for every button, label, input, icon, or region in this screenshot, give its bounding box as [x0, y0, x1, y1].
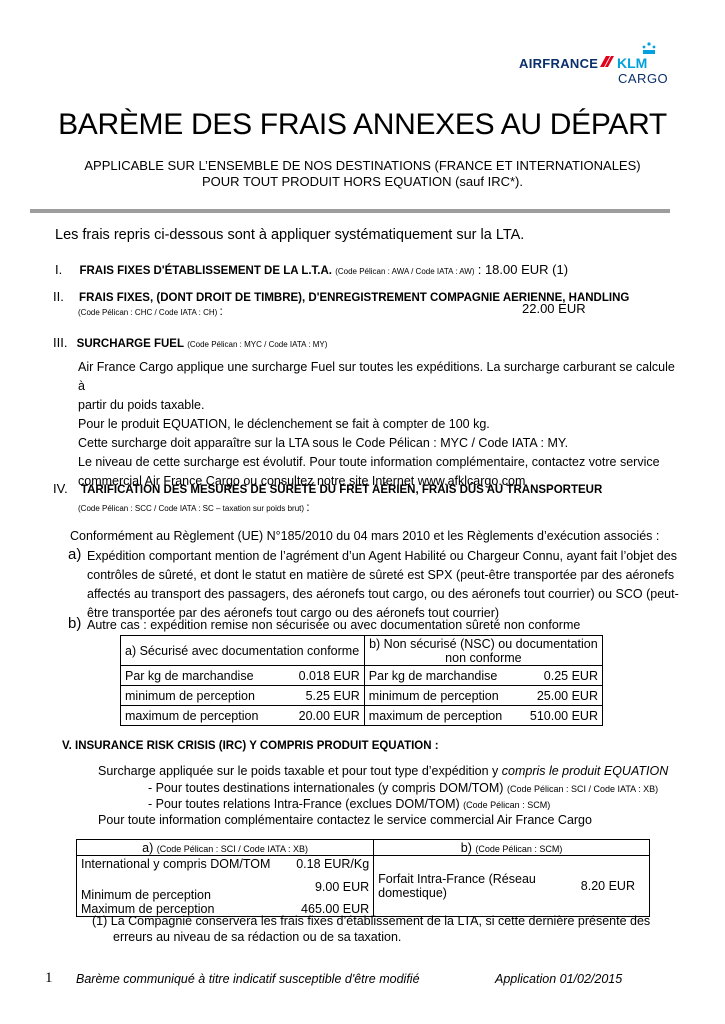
irc-line: Pour toute information complémentaire contactez le service commercial Air France Cargo [98, 813, 592, 827]
table-header [77, 840, 374, 856]
text-line: contrôles de sûreté, et dont le statut en matière de sûreté est SPX (peut-être transportée par des aéronefs [87, 568, 675, 582]
section-title: SURCHARGE FUEL [76, 338, 184, 350]
cell: Maximum de perception [77, 902, 288, 917]
label: a) [142, 840, 154, 855]
section-code-text: (Code Pélican : SCC / Code IATA : SC – taxation sur poids brut) [78, 504, 305, 513]
code: (Code Pélican : SCI / Code IATA : XB) [156, 843, 308, 854]
code: (Code Pélican : SCM) [463, 800, 551, 810]
label: b) [460, 840, 472, 855]
table-header [374, 840, 650, 856]
header-line: b) Non sécurisé (NSC) ou documentation [369, 636, 598, 651]
airfrance-klm-cargo-logo [519, 42, 679, 86]
emphasis: compris le produit EQUATION [501, 764, 669, 778]
colon: : [219, 304, 223, 318]
section-code [78, 500, 310, 514]
footer-disclaimer: Barème communiqué à titre indicatif susceptible d'être modifié [76, 972, 420, 986]
subtitle [0, 158, 725, 190]
section-code: (Code Pélican : AWA / Code IATA : AW) [335, 267, 475, 276]
logo-airfrance: AIRFRANCE [519, 56, 599, 71]
table-row [121, 666, 603, 686]
section-title: TARIFICATION DES MESURES DE SÛRETÉ DU FRET AÉRIEN, FRAIS DÛS AU TRANSPORTEUR [80, 484, 603, 496]
cell: maximum de perception [121, 706, 285, 726]
text-line: erreurs au niveau de sa rédaction ou de sa taxation. [113, 930, 402, 944]
crown-icon [640, 42, 658, 55]
regulation-text: Conformément au Règlement (UE) N°185/2010 du 04 mars 2010 et les Règlements d’exécution associés : [70, 529, 660, 543]
text-line: Cette surcharge doit apparaître sur la LTA sous le Code Pélican : MYC / Code IATA : MY. [78, 436, 569, 450]
cell: 465.00 EUR [287, 902, 374, 917]
section-3 [53, 335, 327, 350]
text-line: commercial Air France Cargo ou consultez notre site Internet www.afklcargo.com [78, 474, 526, 488]
text-line: Expédition comportant mention de l’agrément d’un Agent Habilité ou Chargeur Connu, ayant fait l’objet des [87, 549, 677, 563]
cell: 510.00 EUR [519, 706, 603, 726]
code: (Code Pélican : SCI / Code IATA : XB) [506, 784, 659, 794]
cell: 9.00 EUR [287, 872, 374, 902]
table-header: a) Sécurisé avec documentation conforme [121, 636, 365, 666]
section-title: FRAIS FIXES, (DONT DROIT DE TIMBRE), D'ENREGISTREMENT COMPAGNIE AERIENNE, HANDLING [79, 292, 630, 304]
header-line: non conforme [445, 650, 522, 665]
footnote [92, 913, 650, 945]
cell: Minimum de perception [77, 872, 288, 902]
cell: 5.25 EUR [284, 686, 364, 706]
text-line: Pour le produit EQUATION, le déclenchement se fait à compter de 100 kg. [78, 417, 490, 431]
text: Surcharge appliquée sur le poids taxable et pour tout type d’expédition y [98, 764, 502, 778]
intro-text: Les frais repris ci-dessous sont à appliquer systématiquement sur la LTA. [55, 227, 525, 243]
section-code-text: (Code Pélican : CHC / Code IATA : CH) [78, 308, 218, 317]
section-number: III. [53, 335, 68, 350]
item-label-b: b) [68, 615, 82, 632]
text-line: affectés au transport des passagers, des aéronefs tout cargo, ou des aéronefs tout courrier) ou SCO (peut- [87, 587, 679, 601]
section-number: IV. [53, 481, 68, 496]
table-row [121, 686, 603, 706]
section-number: II. [53, 289, 64, 304]
section-code [78, 304, 223, 318]
cell: 25.00 EUR [519, 686, 603, 706]
subtitle-line: POUR TOUT PRODUIT HORS EQUATION (sauf IRC*). [202, 174, 523, 189]
cell: 8.20 EUR [572, 856, 649, 917]
slash-icon [600, 56, 614, 67]
cell: Par kg de marchandise [364, 666, 519, 686]
cell: maximum de perception [364, 706, 519, 726]
logo-cargo: CARGO [618, 71, 669, 86]
cell: Par kg de marchandise [121, 666, 285, 686]
table-row [121, 706, 603, 726]
cell: 0.018 EUR [284, 666, 364, 686]
section-value: : 18.00 EUR (1) [477, 262, 569, 277]
section-5-title: V. INSURANCE RISK CRISIS (IRC) Y COMPRIS PRODUIT EQUATION : [62, 740, 439, 752]
section-code: (Code Pélican : MYC / Code IATA : MY) [187, 340, 328, 349]
text-line: Air France Cargo applique une surcharge Fuel sur toutes les expéditions. La surcharge carburant se calcule à [78, 360, 675, 393]
item-b-text: Autre cas : expédition remise non sécurisée ou avec documentation sûreté non conforme [87, 618, 581, 632]
section-1 [55, 262, 568, 277]
text-line: être transportée par des aéronefs tout cargo ou des aéronefs tout courrier) [87, 606, 500, 620]
item-a-text [87, 547, 687, 623]
subtitle-line: APPLICABLE SUR L’ENSEMBLE DE NOS DESTINATIONS (FRANCE ET INTERNATIONALES) [84, 158, 641, 173]
irc-fee-table [76, 839, 650, 917]
text-line: Le niveau de cette surcharge est évolutif. Pour toute information complémentaire, contactez votre service [78, 455, 660, 469]
logo-klm: KLM [617, 55, 648, 71]
cell: International y compris DOM/TOM [77, 856, 288, 872]
code: (Code Pélican : SCM) [475, 843, 563, 854]
cell: minimum de perception [121, 686, 285, 706]
cell: 0.25 EUR [519, 666, 603, 686]
cell: 0.18 EUR/Kg [287, 856, 374, 872]
cell: 20.00 EUR [284, 706, 364, 726]
cell: Forfait Intra-France (Réseau domestique) [374, 856, 573, 917]
page-title: BARÈME DES FRAIS ANNEXES AU DÉPART [58, 108, 667, 141]
table-header [364, 636, 602, 666]
section-number: I. [55, 262, 63, 277]
item-label-a: a) [68, 546, 82, 563]
text: - Pour toutes destinations internationales (y compris DOM/TOM) [148, 781, 504, 795]
colon: : [306, 500, 310, 514]
page-number: 1 [45, 970, 53, 986]
text-line: partir du poids taxable. [78, 398, 205, 412]
security-fee-table [120, 635, 603, 726]
section-title: FRAIS FIXES D'ÉTABLISSEMENT DE LA L.T.A. [79, 265, 332, 277]
divider [30, 209, 670, 213]
text-line: (1) La Compagnie conservera les frais fixes d’établissement de la LTA, si cette dernière présente des [92, 914, 651, 928]
section-value: 22.00 EUR [522, 301, 586, 316]
cell: minimum de perception [364, 686, 519, 706]
section-4 [53, 481, 602, 496]
footer-date: Application 01/02/2015 [495, 972, 623, 986]
text: - Pour toutes relations Intra-France (exclues DOM/TOM) [148, 797, 460, 811]
fuel-description [78, 358, 678, 491]
